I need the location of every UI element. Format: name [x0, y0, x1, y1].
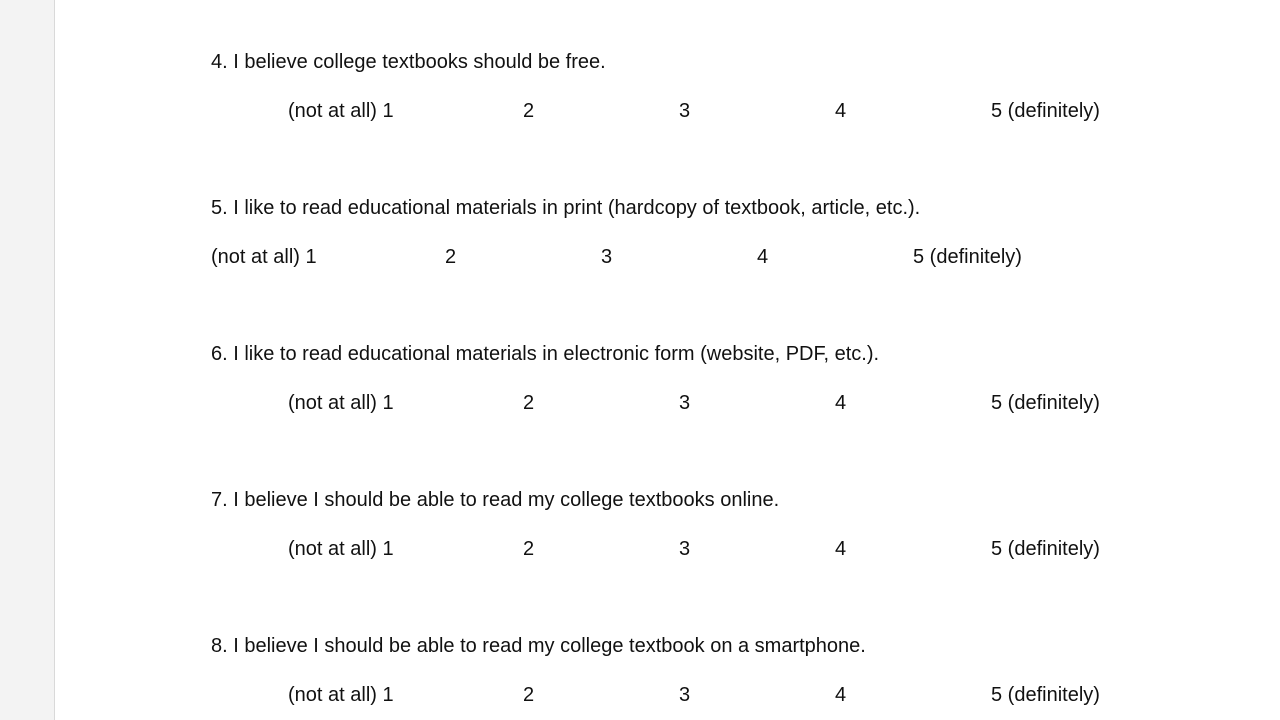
q8-scale-2-label: 2 [523, 684, 535, 706]
q4-scale-3-label: 3 [679, 100, 691, 122]
q8-scale-5-label: 5 (definitely) [991, 684, 1100, 706]
document-left-margin [0, 0, 55, 720]
q6-scale-5-label: 5 (definitely) [991, 392, 1100, 414]
q5-scale-3-label: 3 [601, 246, 613, 268]
question-7-text: 7. I believe I should be able to read my college textbooks online. [211, 489, 780, 511]
q5-scale-4-label: 4 [757, 246, 769, 268]
q6-scale-4-label: 4 [835, 392, 847, 414]
q5-scale-5-label: 5 (definitely) [913, 246, 1022, 268]
q5-scale-2-label: 2 [445, 246, 457, 268]
q4-scale-2-label: 2 [523, 100, 535, 122]
q8-scale-3-label: 3 [679, 684, 691, 706]
question-4-text: 4. I believe college textbooks should be free. [211, 51, 606, 73]
q4-scale-5-label: 5 (definitely) [991, 100, 1100, 122]
question-8-text: 8. I believe I should be able to read my college textbook on a smartphone. [211, 635, 866, 657]
q6-scale-3-label: 3 [679, 392, 691, 414]
question-5-text: 5. I like to read educational materials in print (hardcopy of textbook, article, etc.). [211, 197, 921, 219]
q8-scale-4-label: 4 [835, 684, 847, 706]
q5-scale-1-label: (not at all) 1 [211, 246, 317, 268]
question-6-text: 6. I like to read educational materials in electronic form (website, PDF, etc.). [211, 343, 880, 365]
q6-scale-1-label: (not at all) 1 [288, 392, 394, 414]
q7-scale-1-label: (not at all) 1 [288, 538, 394, 560]
q7-scale-3-label: 3 [679, 538, 691, 560]
q7-scale-5-label: 5 (definitely) [991, 538, 1100, 560]
q7-scale-4-label: 4 [835, 538, 847, 560]
q4-scale-4-label: 4 [835, 100, 847, 122]
q7-scale-2-label: 2 [523, 538, 535, 560]
q4-scale-1-label: (not at all) 1 [288, 100, 394, 122]
q8-scale-1-label: (not at all) 1 [288, 684, 394, 706]
q6-scale-2-label: 2 [523, 392, 535, 414]
document-page [55, 0, 1280, 720]
